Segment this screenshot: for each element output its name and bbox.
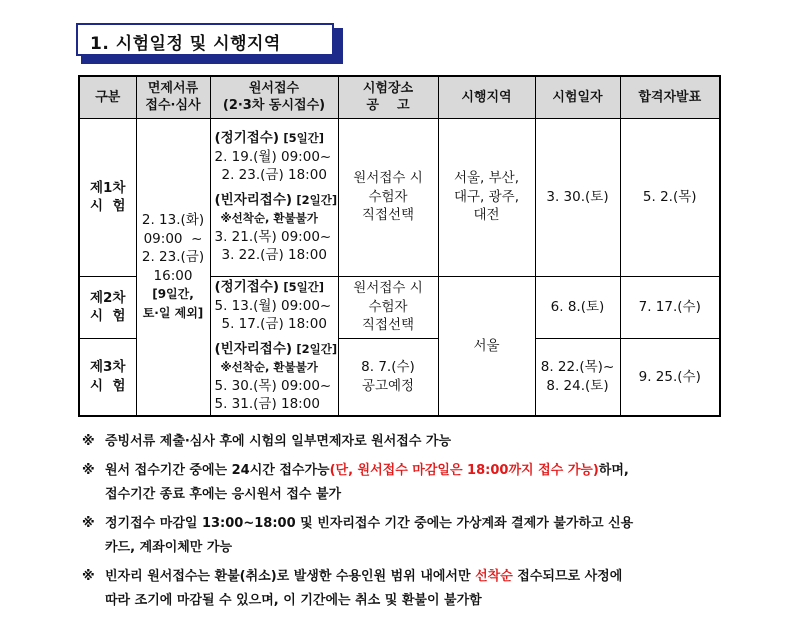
stage-2: 제2차 시 험: [79, 276, 136, 338]
note-mark: ※: [82, 569, 95, 584]
exempt-period: 2. 13.(화) 09:00 ~ 2. 23.(금) 16:00 [9일간, 토·일 제외]: [136, 118, 210, 416]
section-title: 1. 시험일정 및 시행지역: [90, 34, 281, 54]
venue-1: 원서접수 시 수험자 직접선택: [338, 118, 438, 276]
header-apply: 원서접수 (2·3차 동시접수): [210, 76, 338, 118]
stage-1: 제1차 시 험: [79, 118, 136, 276]
region-1: 서울, 부산, 대구, 광주, 대전: [438, 118, 535, 276]
note-mark: ※: [82, 516, 95, 531]
result-3: 9. 25.(수): [620, 338, 720, 416]
apply-period-1: (정기접수) [5일간] 2. 19.(월) 09:00~ 2. 23.(금) 18:00 (빈자리접수) [2일간] ※선착순, 환불불가 3. 21.(목) 09:00~ 3. 22.(금) 18:00: [210, 118, 338, 276]
note-1: ※ 증빙서류 제출·심사 후에 시험의 일부면제자로 원서접수 가능: [82, 430, 772, 454]
note-mark: ※: [82, 434, 95, 449]
header-exempt: 면제서류 접수·심사: [136, 76, 210, 118]
result-2: 7. 17.(수): [620, 276, 720, 338]
venue-2: 원서접수 시 수험자 직접선택: [338, 276, 438, 338]
region-seoul: 서울: [438, 276, 535, 416]
note-3: ※ 정기접수 마감일 13:00~18:00 및 빈자리접수 기간 중에는 가상계좌 결제가 불가하고 신용: [82, 512, 772, 536]
stage-3: 제3차 시 험: [79, 338, 136, 416]
note-4: ※ 빈자리 원서접수는 환불(취소)로 발생한 수용인원 범위 내에서만 선착순 접수되므로 사정에: [82, 565, 772, 589]
header-region: 시행지역: [438, 76, 535, 118]
apply-period-2: (정기접수) [5일간] 5. 13.(월) 09:00~ 5. 17.(금) 18:00 (빈자리접수) [2일간] ※선착순, 환불불가 5. 30.(목) 09:00~ 5. 31.(금) 18:00: [210, 276, 338, 416]
exam-date-1: 3. 30.(토): [535, 118, 620, 276]
notes: [82, 430, 772, 613]
header-result: 합격자발표: [620, 76, 720, 118]
result-1: 5. 2.(목): [620, 118, 720, 276]
note-2-cont: 접수기간 종료 후에는 응시원서 접수 불가: [105, 487, 342, 502]
header-venue: 시험장소 공 고: [338, 76, 438, 118]
note-2: ※ 원서 접수기간 중에는 24시간 접수가능(단, 원서접수 마감일은 18:00까지 접수 가능)하며,: [82, 459, 772, 483]
exam-date-3: 8. 22.(목)~ 8. 24.(토): [535, 338, 620, 416]
header-category: 구분: [79, 76, 136, 118]
note-4-cont: 따라 조기에 마감될 수 있으며, 이 기간에는 취소 및 환불이 불가함: [105, 593, 482, 608]
exam-date-2: 6. 8.(토): [535, 276, 620, 338]
section-title-box: [76, 23, 343, 64]
header-exam-date: 시험일자: [535, 76, 620, 118]
title-frame: [76, 23, 334, 56]
header-row: [79, 76, 720, 118]
table-row: [79, 118, 720, 276]
schedule-table: [78, 75, 721, 417]
note-mark: ※: [82, 463, 95, 478]
venue-3: 8. 7.(수) 공고예정: [338, 338, 438, 416]
note-3-cont: 카드, 계좌이체만 가능: [105, 540, 233, 555]
